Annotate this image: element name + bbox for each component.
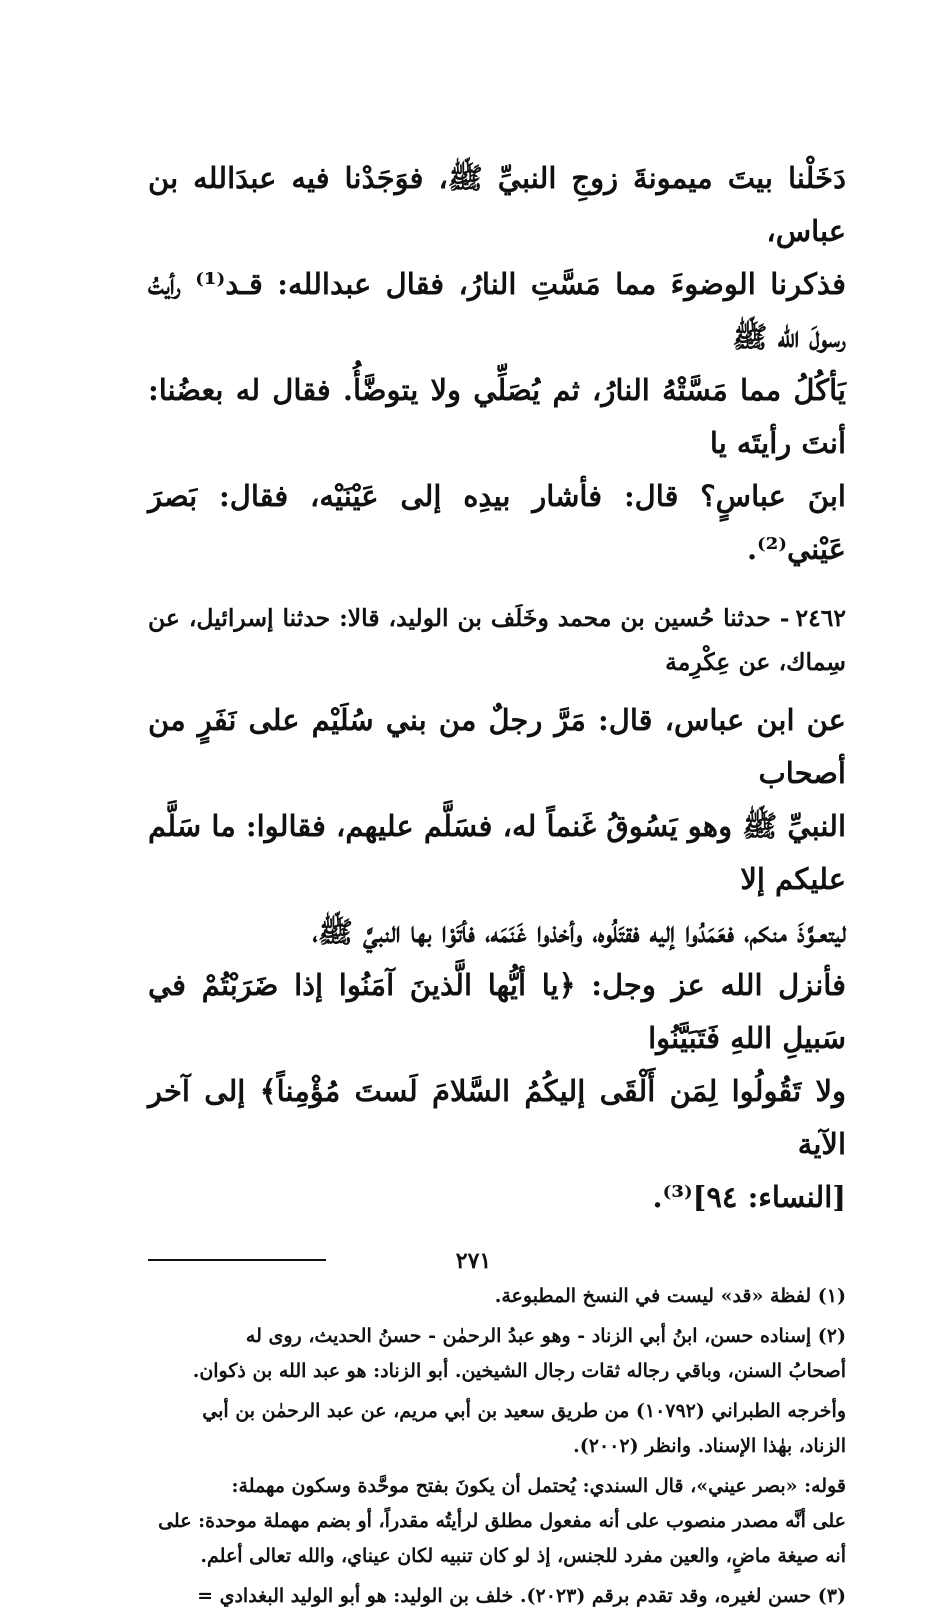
footnote-line: الزناد، بهٰذا الإسناد. وانظر (٢٠٠٢). (573, 1435, 846, 1457)
hadith-text-2 (148, 694, 846, 1224)
footnote-line: قوله: «بصر عيني»، قال السندي: يُحتمل أن يكونَ بفتح موحَّدة وسكون مهملة: (231, 1475, 846, 1497)
isnad-chain (148, 596, 846, 684)
hadith-line: [النساء: ٩٤]⁽³⁾. (652, 1180, 846, 1214)
footnote-line: (٣) حسن لغيره، وقد تقدم برقم (٢٠٢٣). خلف بن الوليد: هو أبو الوليد البغدادي = (197, 1585, 846, 1607)
hadith-number: ٢٤٦٢ (795, 604, 846, 632)
footnotes (148, 1279, 846, 1614)
footnote-line: أنه صيغة ماضٍ، والعين مفرد للجنس، إذ لو كان تنبيه لكان عيناي، والله تعالى أعلم. (200, 1545, 846, 1567)
footnote-2 (148, 1319, 846, 1389)
hadith-line: فأنزل الله عز وجل: ﴿يا أيُّها الَّذينَ آمَنُوا إذا ضَرَبْتُمْ في سَبيلِ اللهِ فَتَبَيَّنُوا (148, 968, 846, 1055)
footnote-line: وأخرجه الطبراني (١٠٧٩٢) من طريق سعيد بن أبي مريم، عن عبد الرحمٰن بن أبي (202, 1400, 846, 1422)
footnote-1 (148, 1279, 846, 1314)
footnote-line: على أنَّه مصدر منصوب على أنه مفعول مطلق لرأيتُه مقدراً، أو بضم مهملة موحدة: على (158, 1510, 846, 1532)
hadith-line: عن ابن عباس، قال: مَرَّ رجلٌ من بني سُلَيْم على نَفَرٍ من أصحاب (148, 703, 846, 790)
isnad-text: - حدثنا حُسين بن محمد وخَلَف بن الوليد، قالا: حدثنا إسرائيل، عن سِماك، عن عِكْرِمة (148, 604, 846, 676)
hadith-line: ليتعـوَّذَ منكم، فعَمَدُوا إليه فقتَلُوه، وأخذوا غَنَمَه، فأتَوْا بها النبيَّ ﷺ، (312, 915, 846, 949)
hadith-line: النبيِّ ﷺ وهو يَسُوقُ غَنماً له، فسَلَّم عليهم، فقالوا: ما سَلَّم عليكم إلا (148, 809, 846, 896)
footnote-3 (148, 1579, 846, 1614)
hadith-line: فذكرنا الوضوءَ مما مَسَّتِ النارُ، فقال عبدالله: قـد⁽¹⁾ رأيتُ رسولَ الله ﷺ (148, 267, 846, 354)
footnote-line: أصحابُ السنن، وباقي رجاله ثقات رجال الشيخين. أبو الزناد: هو عبد الله بن ذكوان. (192, 1360, 846, 1382)
footnote-line: (٢) إسناده حسن، ابنُ أبي الزناد - وهو عبدُ الرحمٰن - حسنُ الحديث، روى له (245, 1325, 846, 1347)
footnote-2-takhrij (148, 1394, 846, 1464)
hadith-text-1 (148, 152, 846, 576)
hadith-line: ولا تَقُولُوا لِمَن أَلْقَى إليكُمُ السَّلامَ لَستَ مُؤْمِناً﴾ إلى آخر الآية (148, 1074, 846, 1161)
page-body (148, 152, 846, 1607)
footnote-line: (١) لفظة «قد» ليست في النسخ المطبوعة. (494, 1285, 846, 1307)
hadith-line: يَأكُلُ مما مَسَّتْهُ النارُ، ثم يُصَلِّي ولا يتوضَّأُ. فقال له بعضُنا: أنتَ رأيتَه يا (148, 373, 846, 460)
hadith-line: ابنَ عباسٍ؟ قال: فأشار بيدِه إلى عَيْنَيْه، فقال: بَصرَ عَيْني⁽²⁾. (148, 479, 846, 566)
page-number: ٢٧١ (455, 1248, 492, 1274)
footnote-2-commentary (148, 1469, 846, 1574)
hadith-line: دَخَلْنا بيتَ ميمونةَ زوجِ النبيِّ ﷺ، فوَجَدْنا فيه عبدَالله بن عباس، (148, 161, 846, 248)
